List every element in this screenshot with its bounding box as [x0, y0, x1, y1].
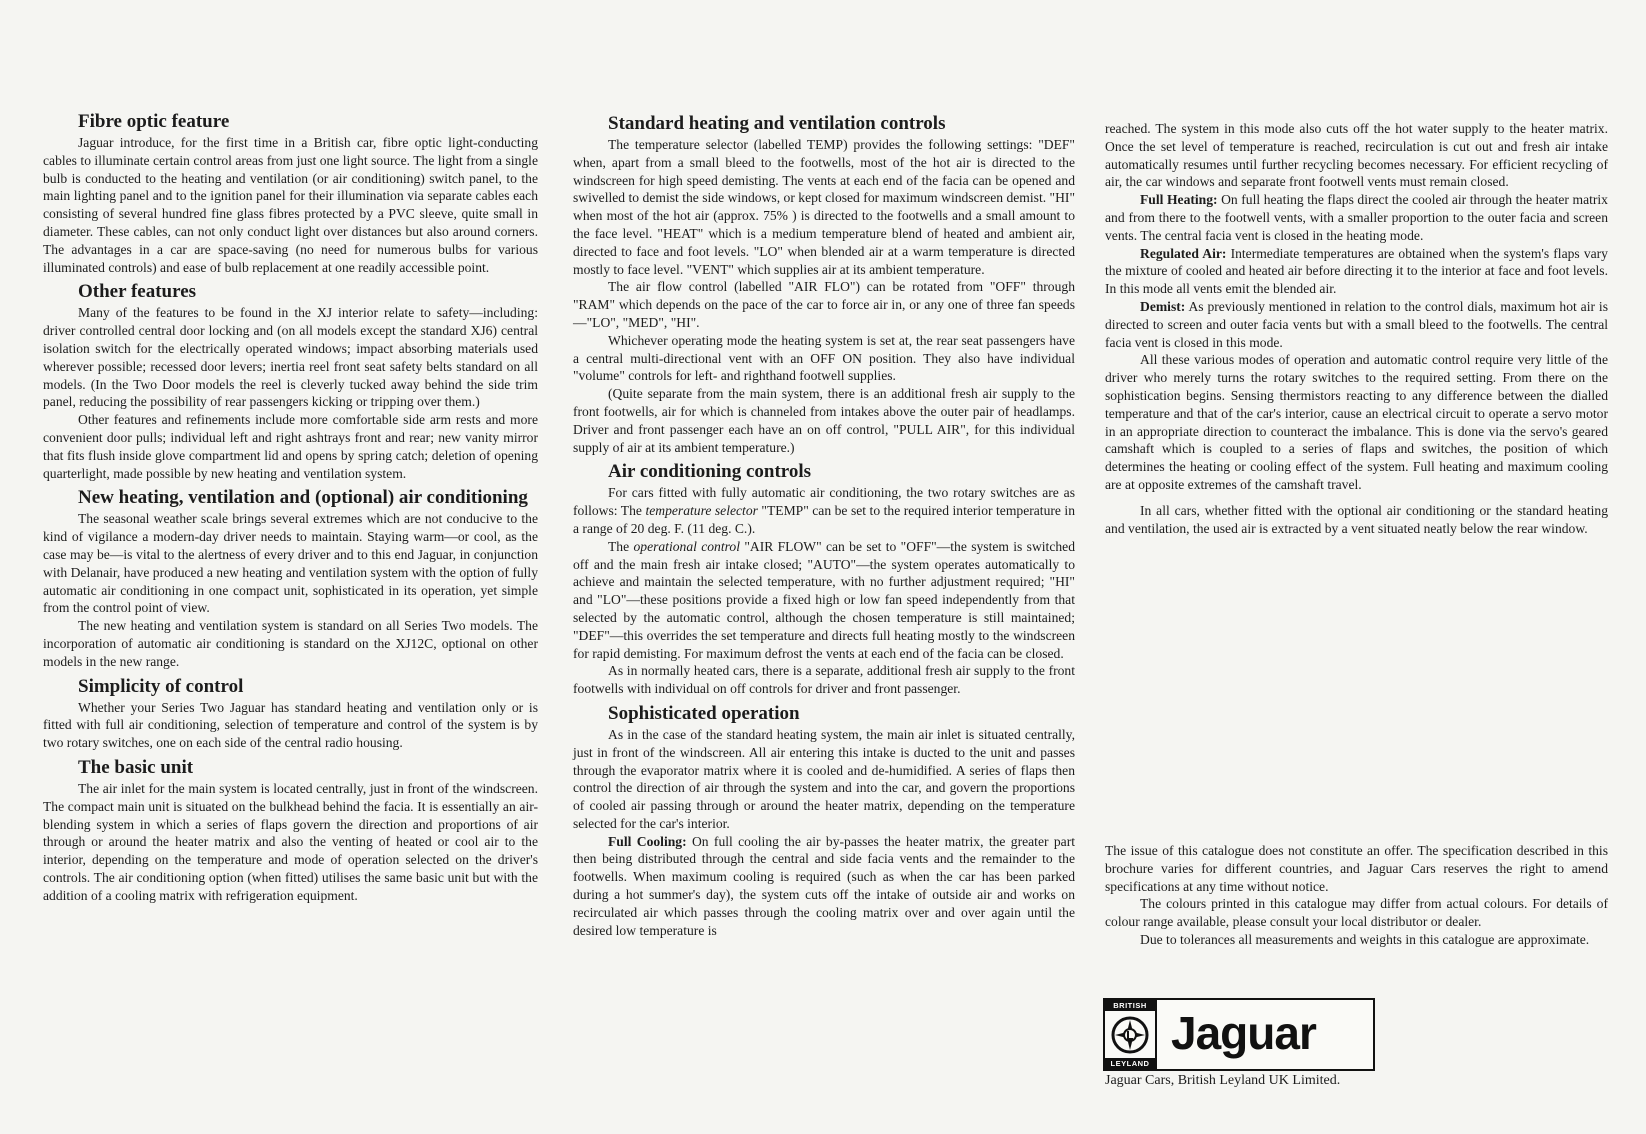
paragraph: The colours printed in this catalogue may differ from actual colours. For details of colour range available, please consult your local distributor or dealer.	[1105, 896, 1608, 930]
lead-in: Full Cooling:	[608, 833, 687, 849]
heading-air-conditioning: Air conditioning controls	[608, 461, 812, 483]
paragraph: Jaguar introduce, for the first time in a British car, fibre optic light-conducting cables to illuminate certain control areas from just one light source. The light from a single bulb is conducted to the heating and ventilation (or air conditioning) switch panel, to the main lighting panel and to the ignition panel for their illumination via separate cables each consisting of several hundred fine glass fibres protected by a PVC sleeve, quite small in diameter. These cables, can not only conduct light over distances but also around corners. The advantages in a car are space-saving (no need for numerous bulbs for various illuminated controls) and ease of bulb replacement at one readily accessible point.	[43, 135, 538, 275]
company-name: Jaguar Cars, British Leyland UK Limited.	[1105, 1073, 1341, 1088]
text: On full cooling the air by-passes the heater matrix, the greater part then being distributed through the central and side facia vents and the remainder to the footwells. When maximum cooling is required (such as when the car has been parked during a hot summer's day), the system cuts off the intake of outside air and works on recirculated air which passes through the cooling matrix over and over again until the desired low temperature is	[573, 833, 1075, 938]
paragraph	[1105, 298, 1608, 351]
heading-standard-controls: Standard heating and ventilation controls	[608, 113, 946, 134]
paragraph	[1105, 191, 1608, 244]
text: As previously mentioned in relation to the control dials, maximum hot air is directed to screen and outer facia vents but with a small bleed to the footwells. The central facia vent is closed in this mode.	[1105, 298, 1608, 350]
section-air-conditioning	[573, 462, 1075, 698]
section-standard-controls	[573, 114, 1075, 456]
emphasis: operational control	[633, 538, 740, 554]
paragraph: In all cars, whether fitted with the optional air conditioning or the standard heating and ventilation, the used air is extracted by a vent situated neatly below the rear window.	[1105, 502, 1608, 536]
section-basic-unit	[43, 758, 538, 905]
section-new-heating	[43, 488, 538, 670]
paragraph: The air inlet for the main system is located centrally, just in front of the windscreen. The compact main unit is situated on the bulkhead behind the facia. It is essentially an air-blending system in which a series of flaps govern the direction and proportions of air through or around the heater matrix and also the venting of heated or cool air to the interior, depending on the temperature and mode of operation selected on the driver's controls. The air conditioning option (when fitted) utilises the same basic unit but with the addition of a cooling matrix with refrigeration equipment.	[43, 780, 538, 903]
section-fibre-optic	[43, 112, 538, 276]
text: Intermediate temperatures are obtained when the system's flaps vary the mixture of cooled and heated air before directing it to the interior at face and foot levels. In this mode all vents emit the blended air.	[1105, 245, 1608, 297]
section-other-features	[43, 282, 538, 482]
heading-basic-unit: The basic unit	[78, 756, 194, 778]
column-right	[1105, 120, 1608, 537]
heading-fibre-optic: Fibre optic feature	[78, 111, 230, 132]
jaguar-logo	[1103, 998, 1375, 1071]
paragraph: All these various modes of operation and automatic control require very little of the driver who merely turns the rotary switches to the required setting. From there on the sophistication begins. Sensing thermistors reacting to any difference between the dialled temperature and that of the car's interior, cause an electrical circuit to operate a servo motor in an appropriate direction to counteract the imbalance. This is done via the servo's geared camshaft which is coupled to a series of flaps and switches, the position of which determines the heating or cooling effect of the system. Full heating and maximum cooling are at opposite extremes of the camshaft travel.	[1105, 352, 1608, 492]
leyland-mark-icon	[1111, 1016, 1149, 1054]
paragraph-continued: reached. The system in this mode also cuts off the hot water supply to the heater matrix. Once the set level of temperature is reached, recirculation is cut out and fresh air intake automatically resumes until further recycling becomes necessary. For efficient recycling of air, the car windows and separate front footwell vents must remain closed.	[1105, 121, 1608, 190]
paragraph: Due to tolerances all measurements and weights in this catalogue are approximate.	[1140, 931, 1590, 947]
column-left	[43, 112, 538, 910]
column-middle	[573, 114, 1075, 945]
emblem-band-bottom: LEYLAND	[1105, 1058, 1155, 1069]
lead-in: Demist:	[1140, 298, 1186, 314]
text: For cars fitted with fully automatic air conditioning, the two rotary switches are as follows: The	[573, 485, 1075, 519]
paragraph: The air flow control (labelled "AIR FLO") can be rotated from "OFF" through "RAM" which depends on the pace of the car to force air in, or any one of three fan speeds—"LO", "MED", "HI".	[573, 279, 1075, 330]
emphasis: temperature selector	[645, 503, 758, 519]
paragraph	[573, 484, 1075, 537]
heading-other-features: Other features	[78, 281, 197, 303]
paragraph: The new heating and ventilation system is standard on all Series Two models. The incorporation of automatic air conditioning is standard on the XJ12C, optional on other models in the new range.	[43, 618, 538, 669]
section-simplicity	[43, 677, 538, 752]
paragraph: (Quite separate from the main system, there is an additional fresh air supply to the front footwells, air for which is channeled from intakes above the outer pair of headlamps. Driver and front passenger each have an on off control, "PULL AIR", for this individual supply of air at its ambient temperature.)	[573, 386, 1075, 455]
disclaimer	[1105, 842, 1608, 949]
jaguar-wordmark: Jaguar	[1171, 1007, 1316, 1059]
paragraph: The issue of this catalogue does not constitute an offer. The specification described in this brochure varies for different countries, and Jaguar Cars reserves the right to amend specifications at any time without notice.	[1105, 843, 1608, 894]
paragraph: The temperature selector (labelled TEMP) provides the following settings: "DEF" when, apart from a small bleed to the footwells, most of the hot air is directed to the windscreen for high speed demisting. The vents at each end of the facia can be opened and swivelled to demist the side windows, or kept closed for maximum windscreen demist. "HI" when most of the hot air (approx. 75% ) is directed to the footwells and a small amount to the face level. "HEAT" which is a medium temperature blend of heated and ambient air, directed to face and foot levels. "LO" when blended air at a warm temperature is directed mostly to face level. "VENT" which supplies air at its ambient temperature.	[573, 137, 1075, 277]
lead-in: Regulated Air:	[1140, 245, 1227, 261]
paragraph: The seasonal weather scale brings several extremes which are not conducive to the kind of vigilance a modern-day driver needs to maintain. Staying warm—or cool, as the case may be—is vital to the alertness of every driver and to this end Jaguar, in conjunction with Delanair, have produced a new heating and ventilation system with the option of fully automatic air conditioning in one compact unit, sophisticated in its operation, yet simple from the control point of view.	[43, 511, 538, 616]
section-sophisticated	[573, 704, 1075, 940]
paragraph: As in the case of the standard heating system, the main air inlet is situated centrally, just in front of the windscreen. All air entering this intake is ducted to the unit and passes through the evaporator matrix where it is cooled and de-humidified. A series of flaps then control the direction of air through the system and into the car, and govern the proportions of cooled air passing through or around the heater matrix, depending on the temperature selected for the car's interior.	[573, 726, 1075, 831]
british-leyland-emblem	[1105, 1000, 1157, 1069]
lead-in: Full Heating:	[1140, 192, 1218, 208]
text: On full heating the flaps direct the cooled air through the heater matrix and from there to the footwell vents, with a smaller proportion to the outer facia and screen vents. The central facia vent is closed in the heating mode.	[1105, 192, 1608, 243]
paragraph	[1105, 245, 1608, 298]
heading-sophisticated: Sophisticated operation	[608, 702, 800, 724]
paragraph: Whichever operating mode the heating system is set at, the rear seat passengers have a central multi-directional vent with an OFF ON position. They also have individual "volume" controls for left- and righthand footwell supplies.	[573, 332, 1075, 384]
text: The	[608, 538, 634, 554]
text: "TEMP" can be set to the required interior temperature in a range of 20 deg. F. (11 deg. C.).	[573, 503, 1075, 536]
text: "AIR FLOW" can be set to "OFF"—the system is switched off and the main fresh air intake closed; "AUTO"—the system operates automatically to achieve and maintain the selected temperature, with no further adjustment required; "HI" and "LO"—these positions provide a fixed high or low fan speed independently from that selected by the automatic control, although the chosen temperature is still maintained; "DEF"—this overrides the set temperature and directs full heating mostly to the windscreen for rapid demisting. For maximum defrost the vents at each end of the facia can be closed.	[573, 538, 1075, 661]
emblem-band-top: BRITISH	[1105, 1000, 1155, 1011]
paragraph: Other features and refinements include more comfortable side arm rests and more convenient door pulls; individual left and right ashtrays front and rear; new vanity mirror that fits flush inside glove compartment lid and opens by spring catch; deletion of opening quarterlight, made possible by new heating and ventilation system.	[43, 412, 538, 481]
heading-simplicity: Simplicity of control	[78, 675, 244, 697]
paragraph: Many of the features to be found in the XJ interior relate to safety—including: driver controlled central door locking and (on all models except the standard XJ6) central isolation switch for the electrically operated windows; impact absorbing materials used wherever possible; recessed door levers; inertia reel front seat safety belts standard on all models. (In the Two Door models the reel is cleverly tucked away behind the side trim panel, reducing the possibility of rear passengers kicking or tripping over them.)	[43, 305, 538, 410]
paragraph: As in normally heated cars, there is a separate, additional fresh air supply to the front footwells with individual on off controls for driver and front passenger.	[573, 663, 1075, 697]
paragraph	[573, 833, 1075, 940]
heading-new-heating: New heating, ventilation and (optional) air conditioning	[78, 487, 528, 509]
paragraph: Whether your Series Two Jaguar has standard heating and ventilation only or is fitted with full air conditioning, selection of temperature and control of the system is by two rotary switches, one on each side of the central radio housing.	[43, 699, 538, 751]
paragraph	[573, 538, 1075, 663]
